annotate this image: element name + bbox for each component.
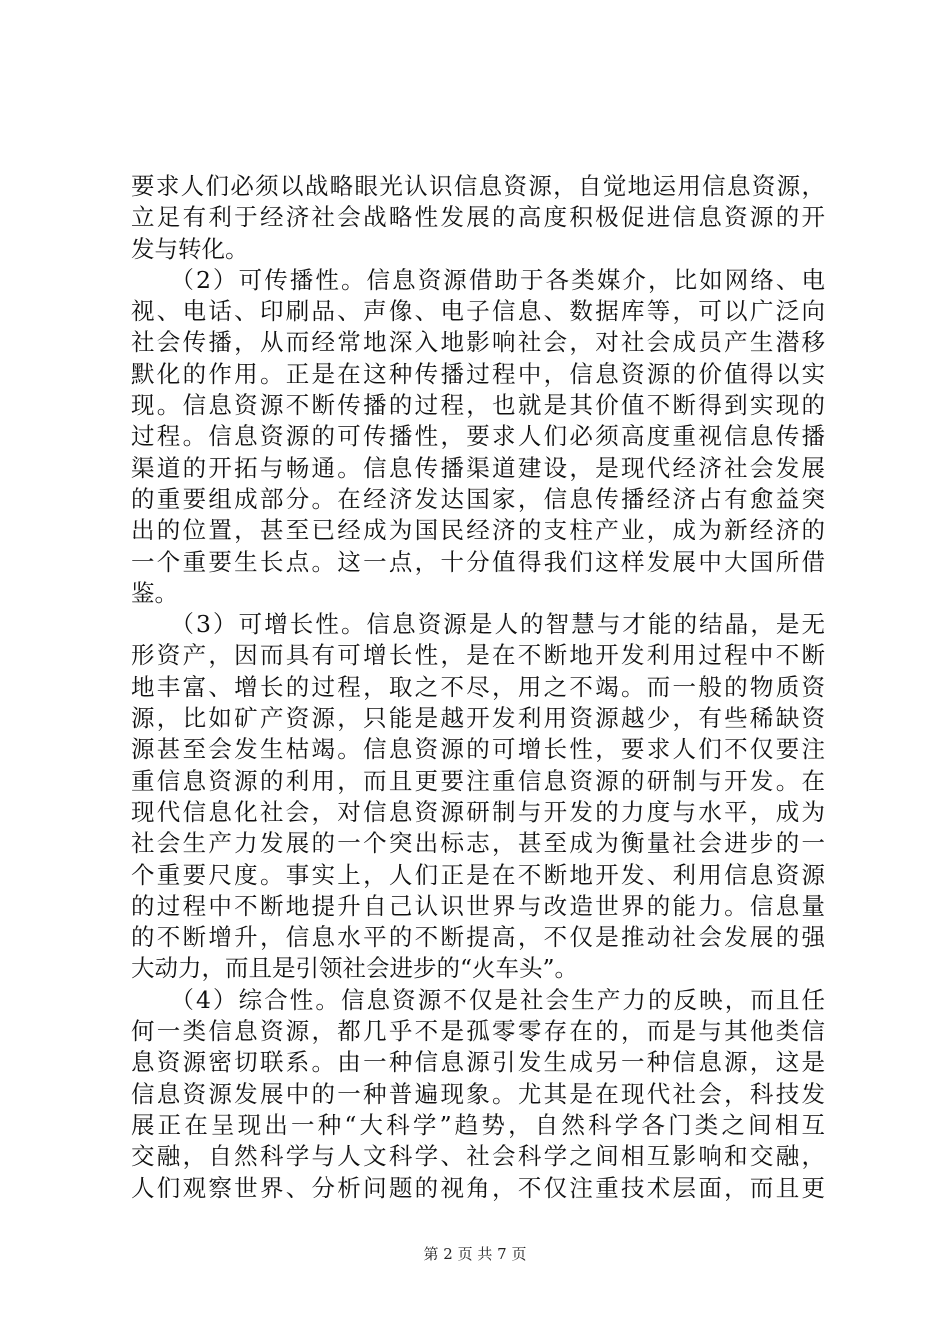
text-line: 一个重要生长点。这一点，十分值得我们这样发展中大国所借 [131, 547, 825, 576]
text-line: 何一类信息资源，都几乎不是孤零零存在的，而是与其他类信 [131, 1017, 825, 1046]
text-line: （4）综合性。信息资源不仅是社会生产力的反映，而且任 [131, 985, 825, 1014]
body-text [131, 171, 825, 1204]
text-line: 出的位置，甚至已经成为国民经济的支柱产业，成为新经济的 [131, 516, 825, 545]
text-line: 的不断增升，信息水平的不断提高，不仅是推动社会发展的强 [131, 923, 825, 952]
text-line: 视、电话、印刷品、声像、电子信息、数据库等，可以广泛向 [131, 297, 825, 326]
text-line: 源，比如矿产资源，只能是越开发利用资源越少，有些稀缺资 [131, 704, 825, 733]
text-line: 鉴。 [131, 578, 178, 607]
text-line: 要求人们必须以战略眼光认识信息资源，自觉地运用信息资源， [131, 172, 825, 200]
text-line: 社会传播，从而经常地深入地影响社会，对社会成员产生潜移 [131, 328, 825, 357]
text-line: 交融，自然科学与人文科学、社会科学之间相互影响和交融， [131, 1142, 825, 1171]
text-line: 人们观察世界、分析问题的视角，不仅注重技术层面，而且更 [131, 1173, 825, 1202]
text-line: 现代信息化社会，对信息资源研制与开发的力度与水平，成为 [131, 797, 825, 826]
text-line: （3）可增长性。信息资源是人的智慧与才能的结晶，是无 [131, 610, 825, 639]
text-line: 现。信息资源不断传播的过程，也就是其价值不断得到实现的 [131, 391, 825, 420]
text-line: 息资源密切联系。由一种信息源引发生成另一种信息源，这是 [131, 1048, 825, 1077]
text-line: 立足有利于经济社会战略性发展的高度积极促进信息资源的开 [131, 203, 825, 232]
text-line: 发与转化。 [131, 234, 249, 263]
page-footer: 第 2 页 共 7 页 [423, 1245, 527, 1263]
text-line: 信息资源发展中的一种普遍现象。尤其是在现代社会，科技发 [131, 1079, 825, 1108]
text-line: 源甚至会发生枯竭。信息资源的可增长性，要求人们不仅要注 [131, 735, 825, 764]
text-line: 重信息资源的利用，而且更要注重信息资源的研制与开发。在 [131, 766, 825, 795]
text-line: （2）可传播性。信息资源借助于各类媒介，比如网络、电 [131, 265, 825, 294]
text-line: 社会生产力发展的一个突出标志，甚至成为衡量社会进步的一 [131, 829, 825, 858]
text-line: 过程。信息资源的可传播性，要求人们必须高度重视信息传播 [131, 422, 825, 451]
text-line: 的重要组成部分。在经济发达国家，信息传播经济占有愈益突 [131, 484, 825, 513]
text-line: 个重要尺度。事实上，人们正是在不断地开发、利用信息资源 [131, 860, 825, 889]
text-line: 渠道的开拓与畅通。信息传播渠道建设，是现代经济社会发展 [131, 453, 825, 482]
text-line: 的过程中不断地提升自己认识世界与改造世界的能力。信息量 [131, 891, 825, 920]
text-line: 展正在呈现出一种“大科学”趋势，自然科学各门类之间相互 [131, 1110, 825, 1139]
text-line: 大动力，而且是引领社会进步的“火车头”。 [131, 954, 579, 983]
text-line: 默化的作用。正是在这种传播过程中，信息资源的价值得以实 [131, 359, 825, 388]
text-line: 形资产，因而具有可增长性，是在不断地开发利用过程中不断 [131, 641, 825, 670]
text-line: 地丰富、增长的过程，取之不尽，用之不竭。而一般的物质资 [131, 672, 825, 701]
